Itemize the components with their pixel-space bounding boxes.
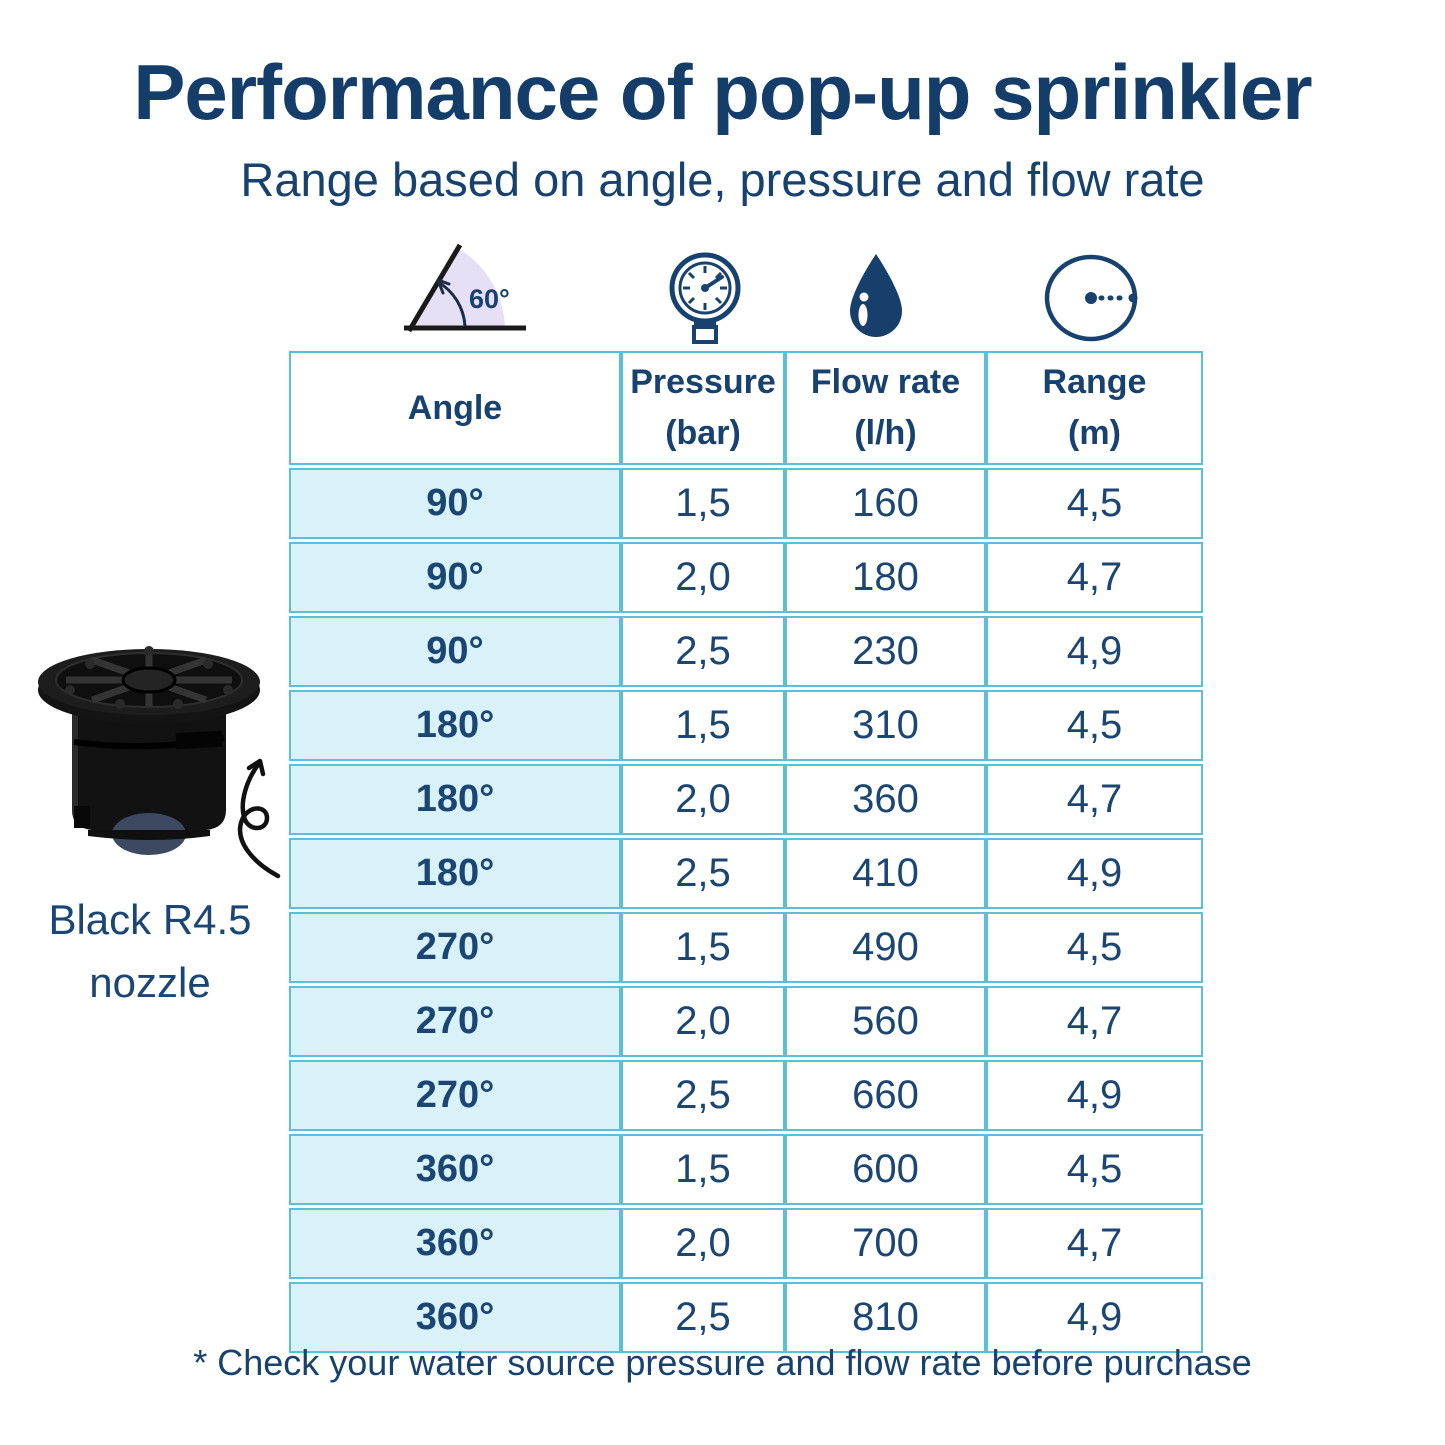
performance-table bbox=[289, 348, 1203, 1356]
cell-pressure: 1,5 bbox=[621, 912, 785, 983]
cell-flow-rate: 230 bbox=[785, 616, 986, 687]
cell-pressure: 2,5 bbox=[621, 838, 785, 909]
cell-flow-rate: 160 bbox=[785, 468, 986, 539]
cell-pressure: 1,5 bbox=[621, 468, 785, 539]
performance-table-wrap bbox=[289, 348, 1203, 1356]
cell-flow-rate: 600 bbox=[785, 1134, 986, 1205]
cell-flow-rate: 660 bbox=[785, 1060, 986, 1131]
cell-angle: 90° bbox=[289, 542, 621, 613]
col-header-title: Range bbox=[1042, 363, 1147, 401]
curved-arrow-icon bbox=[222, 752, 286, 880]
cell-flow-rate: 490 bbox=[785, 912, 986, 983]
table-row bbox=[289, 912, 1203, 983]
cell-pressure: 1,5 bbox=[621, 1134, 785, 1205]
col-header-unit: (m) bbox=[1068, 414, 1121, 452]
range-radius-icon bbox=[1042, 252, 1144, 349]
cell-angle: 270° bbox=[289, 912, 621, 983]
col-header-unit: (l/h) bbox=[854, 414, 917, 452]
cell-range: 4,7 bbox=[986, 1208, 1203, 1279]
cell-range: 4,7 bbox=[986, 542, 1203, 613]
cell-range: 4,9 bbox=[986, 838, 1203, 909]
cell-pressure: 2,5 bbox=[621, 616, 785, 687]
cell-angle: 270° bbox=[289, 1060, 621, 1131]
cell-range: 4,5 bbox=[986, 1134, 1203, 1205]
cell-range: 4,9 bbox=[986, 1282, 1203, 1353]
table-header-row bbox=[289, 351, 1203, 465]
table-row bbox=[289, 1208, 1203, 1279]
col-header-title: Pressure bbox=[630, 363, 776, 401]
cell-pressure: 1,5 bbox=[621, 690, 785, 761]
table-body bbox=[289, 468, 1203, 1353]
page-subtitle: Range based on angle, pressure and flow rate bbox=[240, 153, 1205, 206]
cell-angle: 90° bbox=[289, 616, 621, 687]
table-row bbox=[289, 1060, 1203, 1131]
col-header-angle bbox=[289, 351, 621, 465]
angle-60-icon bbox=[398, 240, 530, 345]
pressure-gauge-icon bbox=[666, 250, 744, 351]
table-row bbox=[289, 764, 1203, 835]
cell-angle: 180° bbox=[289, 838, 621, 909]
product-label-line1: Black R4.5 bbox=[48, 896, 252, 943]
table-row bbox=[289, 1134, 1203, 1205]
cell-angle: 360° bbox=[289, 1134, 621, 1205]
cell-pressure: 2,0 bbox=[621, 764, 785, 835]
product-label bbox=[5, 888, 295, 1014]
cell-angle: 360° bbox=[289, 1208, 621, 1279]
cell-pressure: 2,5 bbox=[621, 1282, 785, 1353]
product-label-line2: nozzle bbox=[89, 959, 211, 1006]
col-header-unit: (bar) bbox=[665, 414, 741, 452]
cell-angle: 270° bbox=[289, 986, 621, 1057]
cell-range: 4,9 bbox=[986, 616, 1203, 687]
cell-angle: 180° bbox=[289, 764, 621, 835]
cell-pressure: 2,0 bbox=[621, 542, 785, 613]
table-row bbox=[289, 468, 1203, 539]
table-row bbox=[289, 542, 1203, 613]
table-row bbox=[289, 690, 1203, 761]
cell-flow-rate: 360 bbox=[785, 764, 986, 835]
cell-flow-rate: 310 bbox=[785, 690, 986, 761]
cell-flow-rate: 560 bbox=[785, 986, 986, 1057]
cell-pressure: 2,0 bbox=[621, 1208, 785, 1279]
cell-pressure: 2,0 bbox=[621, 986, 785, 1057]
cell-range: 4,5 bbox=[986, 912, 1203, 983]
cell-range: 4,5 bbox=[986, 690, 1203, 761]
col-header-title: Flow rate bbox=[810, 363, 961, 401]
cell-range: 4,7 bbox=[986, 764, 1203, 835]
water-drop-icon bbox=[846, 252, 906, 345]
cell-flow-rate: 410 bbox=[785, 838, 986, 909]
cell-flow-rate: 700 bbox=[785, 1208, 986, 1279]
footer-note: * Check your water source pressure and flow rate before purchase bbox=[193, 1342, 1252, 1383]
angle-value-label: 60° bbox=[469, 284, 510, 314]
cell-range: 4,9 bbox=[986, 1060, 1203, 1131]
col-header-pressure bbox=[621, 351, 785, 465]
cell-range: 4,5 bbox=[986, 468, 1203, 539]
cell-angle: 180° bbox=[289, 690, 621, 761]
table-row bbox=[289, 616, 1203, 687]
table-row bbox=[289, 838, 1203, 909]
col-header-title: Angle bbox=[407, 388, 503, 427]
cell-range: 4,7 bbox=[986, 986, 1203, 1057]
cell-flow-rate: 180 bbox=[785, 542, 986, 613]
cell-pressure: 2,5 bbox=[621, 1060, 785, 1131]
cell-flow-rate: 810 bbox=[785, 1282, 986, 1353]
page-title: Performance of pop-up sprinkler bbox=[133, 48, 1312, 136]
col-header-flow-rate bbox=[785, 351, 986, 465]
table-row bbox=[289, 986, 1203, 1057]
cell-angle: 90° bbox=[289, 468, 621, 539]
cell-angle: 360° bbox=[289, 1282, 621, 1353]
col-header-range bbox=[986, 351, 1203, 465]
